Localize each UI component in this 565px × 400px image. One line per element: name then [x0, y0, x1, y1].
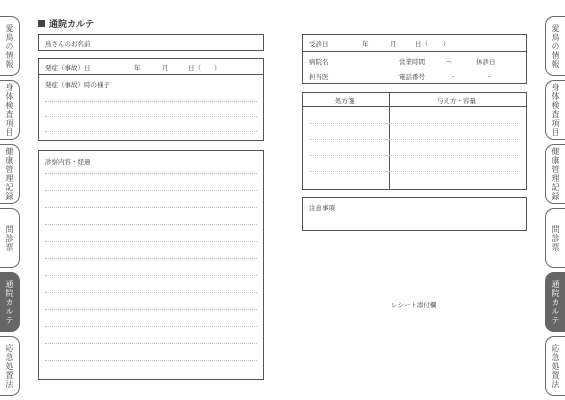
visit-month-unit: 月: [390, 40, 397, 48]
side-tab-first-aid-right[interactable]: 応急処置法: [545, 336, 565, 396]
writing-line: [309, 123, 520, 124]
side-tab-clinic-chart[interactable]: 通院カルテ: [0, 272, 20, 332]
side-tab-bird-info[interactable]: 愛鳥の情報: [0, 16, 20, 76]
writing-line: [45, 207, 257, 208]
right-side-tabs: [545, 16, 565, 396]
side-tab-health-record[interactable]: 健康管理記録: [0, 144, 20, 204]
prescription-table: [302, 92, 527, 190]
diagnosis-label: 診察内容・経過: [45, 158, 91, 166]
page-title-text: 通院カルテ: [49, 20, 95, 30]
side-tab-bird-info-right[interactable]: 愛鳥の情報: [545, 16, 565, 76]
left-side-tabs: [0, 16, 20, 396]
onset-year-unit: 年: [134, 64, 141, 72]
square-bullet-icon: [38, 20, 45, 27]
visit-weekday-close: ）: [443, 40, 450, 48]
hospital-name-label: 病院名: [309, 58, 329, 66]
page-title: [38, 17, 94, 30]
writing-line: [45, 275, 257, 276]
writing-line: [45, 173, 257, 174]
onset-section: [38, 58, 264, 141]
diagnosis-section[interactable]: [38, 150, 264, 380]
side-tab-health-record-right[interactable]: 健康管理記録: [545, 144, 565, 204]
side-tab-questionnaire-right[interactable]: 問診票: [545, 208, 565, 268]
writing-line: [45, 360, 257, 361]
visit-year-unit: 年: [362, 40, 369, 48]
visit-info-section: [302, 34, 527, 84]
dosage-col-header: 与え方・容量: [437, 97, 476, 105]
writing-line: [45, 292, 257, 293]
side-tab-first-aid[interactable]: 応急処置法: [0, 336, 20, 396]
hours-tilde: 〜: [446, 58, 453, 66]
writing-line: [45, 101, 257, 102]
writing-line: [45, 116, 257, 117]
column-divider: [389, 93, 390, 189]
phone-label: 電話番号: [399, 73, 425, 81]
onset-day-unit: 日（: [188, 64, 201, 72]
notes-label: 注意事項: [309, 204, 335, 212]
onset-month-unit: 月: [162, 64, 169, 72]
writing-line: [45, 241, 257, 242]
onset-weekday-close: ）: [214, 64, 221, 72]
visit-date-label: 受診日: [309, 40, 329, 48]
writing-line: [45, 190, 257, 191]
writing-line: [45, 258, 257, 259]
holiday-label: 休診日: [476, 58, 496, 66]
onset-date-row[interactable]: [39, 59, 263, 75]
side-tab-questionnaire[interactable]: 問診票: [0, 208, 20, 268]
doctor-label: 担当医: [309, 73, 329, 81]
writing-line: [45, 309, 257, 310]
prescription-header: [303, 93, 526, 107]
writing-line: [45, 326, 257, 327]
visit-day-unit: 日（: [415, 40, 428, 48]
writing-line: [309, 171, 520, 172]
side-tab-clinic-chart-right[interactable]: 通院カルテ: [545, 272, 565, 332]
bird-name-field[interactable]: [38, 34, 264, 51]
notes-field[interactable]: [302, 197, 527, 231]
writing-line: [309, 139, 520, 140]
receipt-area-label: レシート添付欄: [391, 301, 437, 309]
writing-line: [309, 155, 520, 156]
onset-date-label: 発症（事故）日: [45, 64, 91, 72]
business-hours-label: 営業時間: [399, 58, 425, 66]
side-tab-physical-exam[interactable]: 身体検査項目: [0, 80, 20, 140]
prescription-col-header: 処方箋: [335, 97, 355, 105]
bird-name-label: 鳥さんのお名前: [45, 40, 91, 48]
phone-dash-2: -: [488, 72, 491, 80]
visit-date-row[interactable]: [303, 35, 526, 52]
writing-line: [45, 224, 257, 225]
symptoms-label: 発症（事故）時の様子: [45, 81, 110, 89]
writing-line: [45, 343, 257, 344]
phone-dash-1: -: [452, 72, 455, 80]
writing-line: [45, 131, 257, 132]
side-tab-physical-exam-right[interactable]: 身体検査項目: [545, 80, 565, 140]
